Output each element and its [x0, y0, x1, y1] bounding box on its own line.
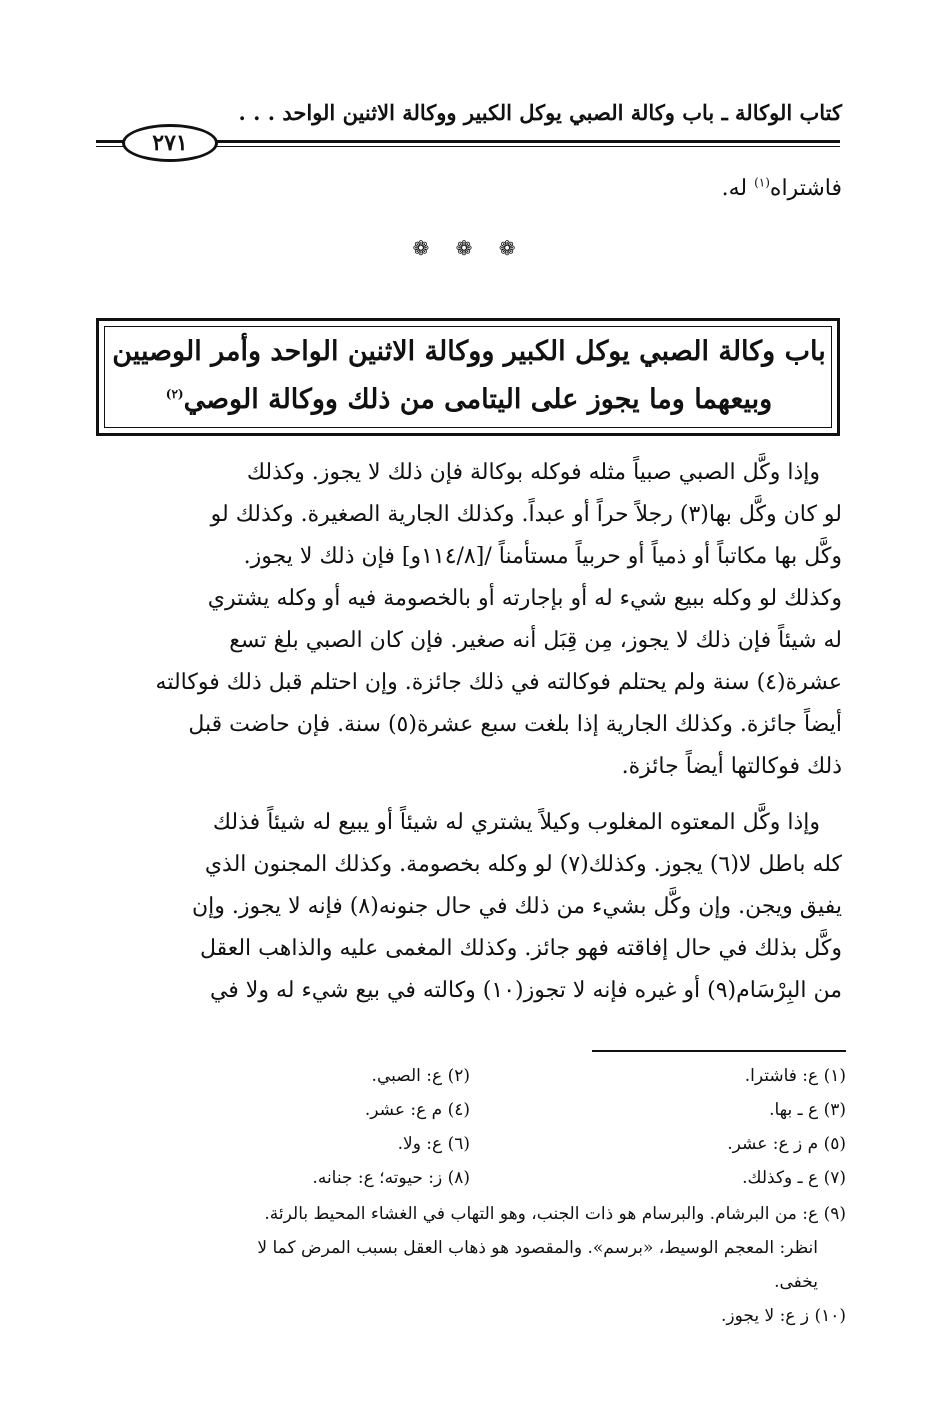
footnote-ref: (١)	[754, 175, 770, 190]
running-header: كتاب الوكالة ـ باب وكالة الصبي يوكل الكبير ووكالة الاثنين الواحد . . .	[238, 100, 842, 125]
opening-text: فاشتراه	[769, 176, 842, 201]
chapter-title-line-2	[104, 384, 834, 415]
footnote: (٩) ع: من البرشام. والبرسام هو ذات الجنب، وهو التهاب في الغشاء المحيط بالرئة.	[264, 1204, 846, 1224]
opening-text-end: له.	[721, 176, 755, 201]
footnote: (٨) ز: حيوته؛ ع: جنانه.	[312, 1168, 470, 1188]
paragraph-1-line: له شيئاً فإن ذلك لا يجوز، مِن قِبَل أنه صغير. فإن كان الصبي بلغ تسع	[229, 628, 842, 653]
footnote: (١) ع: فاشترا.	[744, 1066, 846, 1086]
footnote: (١٠) ز ع: لا يجوز.	[720, 1306, 846, 1326]
chapter-title-line-1: باب وكالة الصبي يوكل الكبير ووكالة الاثنين الواحد وأمر الوصيين	[112, 336, 826, 367]
paragraph-1-line: وإذا وكَّل الصبي صبياً مثله فوكله بوكالة فإن ذلك لا يجوز. وكذلك	[246, 460, 820, 485]
footnote-ref: (٢)	[165, 387, 184, 401]
footnote-separator	[592, 1050, 846, 1052]
paragraph-1-line: عشرة(٤) سنة ولم يحتلم فوكالته في ذلك جائزة. وإن احتلم قبل ذلك فوكالته	[155, 670, 842, 695]
footnote: (٤) م ع: عشر.	[364, 1100, 470, 1120]
footnote-continuation: يخفى.	[774, 1272, 818, 1292]
paragraph-1-line: أيضاً جائزة. وكذلك الجارية إذا بلغت سبع عشرة(٥) سنة. فإن حاضت قبل	[188, 712, 842, 737]
footnote-continuation: انظر: المعجم الوسيط، «برسم». والمقصود هو ذهاب العقل بسبب المرض كما لا	[257, 1238, 818, 1258]
paragraph-2-line: وإذا وكَّل المعتوه المغلوب وكيلاً يشتري له شيئاً أو يبيع له شيئاً فذلك	[212, 810, 820, 835]
paragraph-2-line: من البِرْسَام(٩) أو غيره فإنه لا تجوز(١٠) وكالته في بيع شيء له ولا في	[209, 978, 842, 1003]
paragraph-1-line: وكَّل بها مكاتباً أو ذمياً أو حربياً مستأمناً /[١١٤/٨و] فإن ذلك لا يجوز.	[243, 544, 842, 569]
page-number: ٢٧١	[122, 124, 218, 162]
chapter-title-text: وبيعهما وما يجوز على اليتامى من ذلك ووكالة الوصي	[183, 384, 773, 415]
footnote: (٥) م ز ع: عشر.	[727, 1134, 846, 1154]
footnote: (٢) ع: الصبي.	[371, 1066, 470, 1086]
paragraph-1-line: وكذلك لو وكله ببيع شيء له أو بإجارته أو بالخصومة فيه أو وكله يشتري	[207, 586, 842, 611]
footnote: (٦) ع: ولا.	[397, 1134, 470, 1154]
paragraph-2-line: وكَّل بذلك في حال إفاقته فهو جائز. وكذلك المغمى عليه والذاهب العقل	[199, 936, 842, 961]
opening-line	[98, 176, 842, 201]
footnote: (٧) ع ـ وكذلك.	[742, 1168, 846, 1188]
footnote: (٣) ع ـ بها.	[769, 1100, 846, 1120]
paragraph-2-line: كله باطل لا(٦) يجوز. وكذلك(٧) لو وكله بخصومة. وكذلك المجنون الذي	[204, 852, 842, 877]
paragraph-1-line: لو كان وكَّل بها(٣) رجلاً حراً أو عبداً. وكذلك الجارية الصغيرة. وكذلك لو	[210, 502, 842, 527]
paragraph-2-line: يفيق ويجن. وإن وكَّل بشيء من ذلك في حال جنونه(٨) فإنه لا يجوز. وإن	[191, 894, 842, 919]
section-ornament: ❁ ❁ ❁	[412, 236, 526, 260]
paragraph-1-line: ذلك فوكالتها أيضاً جائزة.	[621, 754, 842, 779]
